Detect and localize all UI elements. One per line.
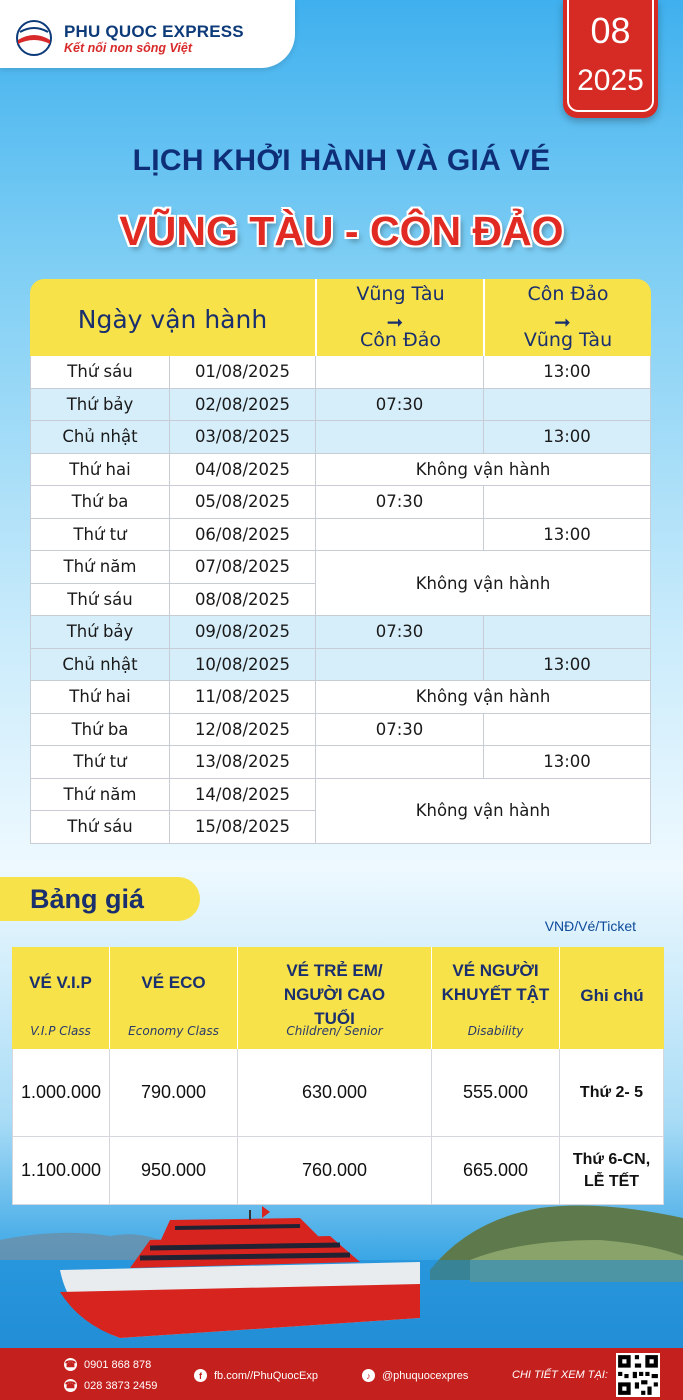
date-year: 2025: [577, 64, 644, 97]
price-cell-note: Thứ 6-CN, LỄ TẾT: [560, 1137, 664, 1205]
phone-icon: ☎: [64, 1359, 77, 1369]
price-col-title: VÉ TRẺ EM/ NGƯỜI CAO TUỔI: [283, 961, 386, 1028]
day-cell: Thứ ba: [30, 714, 170, 747]
header-col-condao-vungtau: [485, 279, 651, 356]
tiktok-icon: ♪: [362, 1369, 375, 1382]
day-cell: Thứ sáu: [30, 356, 170, 389]
date-cell: 13/08/2025: [170, 746, 316, 779]
page-title: LỊCH KHỞI HÀNH VÀ GIÁ VÉ: [132, 144, 551, 177]
header-col2-to: Vũng Tàu: [523, 329, 613, 351]
vt-time-cell: [316, 519, 484, 552]
day-cell: Thứ tư: [30, 519, 170, 552]
table-row: [30, 714, 651, 747]
day-cell: Thứ năm: [30, 551, 170, 584]
cd-time-cell: [484, 486, 651, 519]
price-col-vip: [12, 947, 110, 1049]
brand-logo-icon: [16, 20, 52, 56]
facebook-icon: f: [194, 1369, 207, 1382]
price-col-child-senior: [238, 947, 432, 1049]
details-text: CHI TIẾT XEM TẠI:: [512, 1369, 608, 1381]
phone2-text: 028 3873 2459: [84, 1379, 158, 1392]
header-col1-to: Côn Đảo: [360, 329, 441, 351]
price-col-eco: [110, 947, 238, 1049]
table-row: [30, 454, 651, 487]
header-col-vungtau-condao: [317, 279, 484, 356]
header-col2-from: Côn Đảo: [527, 283, 609, 305]
price-col-title: VÉ V.I.P: [29, 973, 92, 992]
cd-time-cell: 13:00: [484, 421, 651, 454]
brand-name: PHU QUOC EXPRESS: [64, 22, 244, 41]
header-col1-from: Vũng Tàu: [356, 283, 445, 305]
not-operating-cell: Không vận hành: [316, 681, 651, 714]
table-row: [30, 746, 651, 779]
cd-time-cell: 13:00: [484, 356, 651, 389]
vt-time-cell: 07:30: [316, 714, 484, 747]
day-cell: Thứ hai: [30, 454, 170, 487]
day-cell: Thứ năm: [30, 779, 170, 812]
date-cell: 02/08/2025: [170, 389, 316, 422]
table-row: [30, 421, 651, 454]
price-section-label: Bảng giá: [0, 877, 200, 921]
cd-time-cell: 13:00: [484, 519, 651, 552]
phone-icon: ☎: [64, 1380, 77, 1390]
date-cell: 06/08/2025: [170, 519, 316, 552]
price-col-title: Ghi chú: [580, 986, 644, 1005]
price-cell-vip: 1.100.000: [12, 1137, 110, 1205]
brand-logo-box: [0, 0, 295, 68]
price-col-title: VÉ ECO: [141, 973, 206, 992]
table-row: [30, 389, 651, 422]
date-cell: 03/08/2025: [170, 421, 316, 454]
price-col-sub: V.I.P Class: [30, 1024, 91, 1038]
price-cell-eco: 790.000: [110, 1049, 238, 1137]
table-row: [30, 616, 651, 649]
schedule-header: [30, 279, 651, 356]
arrow-right-icon: ➞: [554, 310, 571, 334]
price-unit: VNĐ/Vé/Ticket: [544, 918, 636, 934]
ferry-scene-illustration: [0, 1200, 683, 1348]
footer-tiktok-link[interactable]: [362, 1369, 468, 1382]
date-cell: 07/08/2025: [170, 551, 316, 584]
tiktok-text: @phuquocexpres: [382, 1369, 469, 1382]
date-month: 08: [590, 10, 631, 51]
phone1-text: 0901 868 878: [84, 1358, 152, 1371]
date-cell: 14/08/2025: [170, 779, 316, 812]
not-operating-cell: Không vận hành: [316, 551, 651, 616]
vt-time-cell: [316, 356, 484, 389]
day-cell: Thứ sáu: [30, 811, 170, 844]
qr-code-icon[interactable]: [616, 1353, 660, 1397]
table-row: [30, 649, 651, 682]
footer-phone2[interactable]: [64, 1379, 157, 1392]
route-title: VŨNG TÀU - CÔN ĐẢO: [119, 208, 564, 254]
date-cell: 01/08/2025: [170, 356, 316, 389]
not-operating-cell: Không vận hành: [316, 779, 651, 844]
date-tag: [563, 0, 658, 118]
price-cell-child: 760.000: [238, 1137, 432, 1205]
date-cell: 09/08/2025: [170, 616, 316, 649]
cd-time-cell: [484, 389, 651, 422]
price-cell-child: 630.000: [238, 1049, 432, 1137]
brand-slogan: Kết nối non sông Việt: [64, 41, 193, 55]
price-cell-vip: 1.000.000: [12, 1049, 110, 1137]
not-operating-cell: Không vận hành: [316, 454, 651, 487]
cd-time-cell: 13:00: [484, 746, 651, 779]
date-cell: 12/08/2025: [170, 714, 316, 747]
date-cell: 10/08/2025: [170, 649, 316, 682]
table-row: [30, 486, 651, 519]
day-cell: Chủ nhật: [30, 421, 170, 454]
cd-time-cell: [484, 616, 651, 649]
day-cell: Thứ sáu: [30, 584, 170, 617]
price-col-title: VÉ NGƯỜI KHUYẾT TẬT: [441, 961, 550, 1004]
vt-time-cell: [316, 421, 484, 454]
table-row: [30, 356, 651, 389]
cd-time-cell: [484, 714, 651, 747]
table-row: [30, 681, 651, 714]
price-col-note: [560, 947, 664, 1049]
price-col-sub: Children/ Senior: [286, 1024, 383, 1038]
price-col-sub: Disability: [467, 1024, 524, 1038]
footer-facebook-link[interactable]: [194, 1369, 318, 1382]
date-cell: 15/08/2025: [170, 811, 316, 844]
arrow-right-icon: ➞: [386, 310, 404, 334]
vt-time-cell: 07:30: [316, 486, 484, 519]
day-cell: Thứ tư: [30, 746, 170, 779]
price-cell-disabled: 665.000: [432, 1137, 560, 1205]
header-day-label: Ngày vận hành: [77, 305, 268, 334]
date-cell: 05/08/2025: [170, 486, 316, 519]
facebook-text: fb.com//PhuQuocExp: [214, 1369, 318, 1382]
date-cell: 08/08/2025: [170, 584, 316, 617]
vt-time-cell: 07:30: [316, 389, 484, 422]
date-cell: 11/08/2025: [170, 681, 316, 714]
day-cell: Thứ bảy: [30, 616, 170, 649]
cd-time-cell: 13:00: [484, 649, 651, 682]
day-cell: Thứ ba: [30, 486, 170, 519]
price-col-disabled: [432, 947, 560, 1049]
date-cell: 04/08/2025: [170, 454, 316, 487]
price-col-sub: Economy Class: [128, 1024, 219, 1038]
table-row: [30, 519, 651, 552]
vt-time-cell: 07:30: [316, 616, 484, 649]
day-cell: Thứ bảy: [30, 389, 170, 422]
vt-time-cell: [316, 746, 484, 779]
price-cell-disabled: 555.000: [432, 1049, 560, 1137]
vt-time-cell: [316, 649, 484, 682]
footer-phone1[interactable]: [64, 1358, 151, 1371]
day-cell: Thứ hai: [30, 681, 170, 714]
price-cell-eco: 950.000: [110, 1137, 238, 1205]
footer-details-label: [512, 1369, 608, 1381]
day-cell: Chủ nhật: [30, 649, 170, 682]
price-cell-note: Thứ 2- 5: [560, 1049, 664, 1137]
